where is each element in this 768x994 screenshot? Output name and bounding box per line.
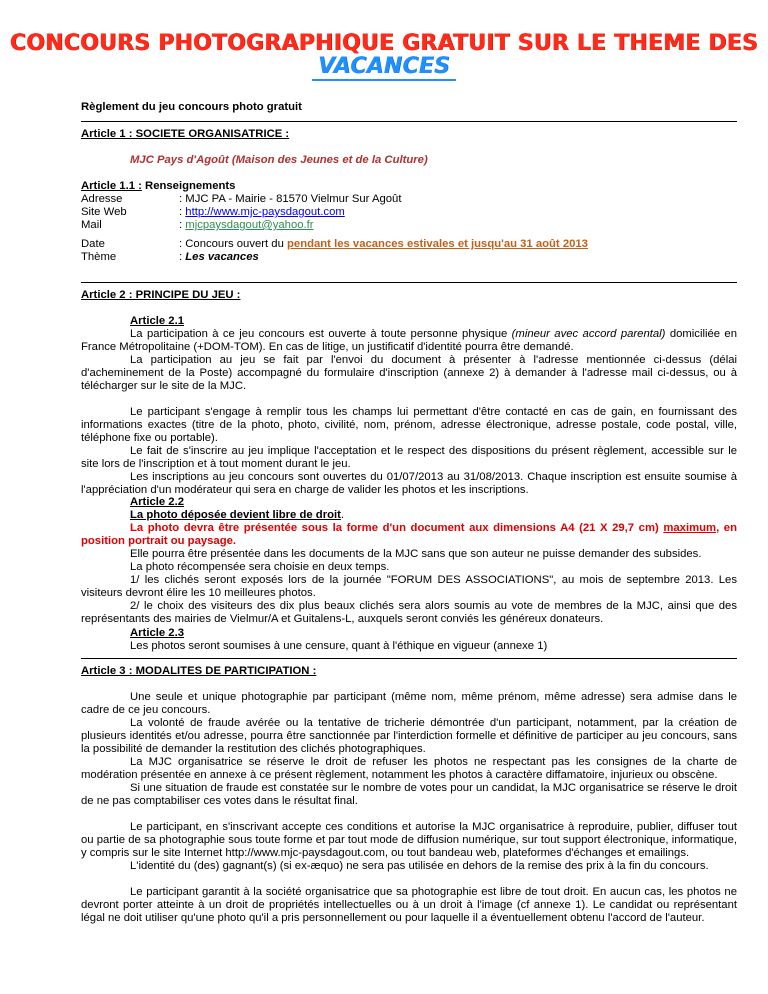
intro-heading: Règlement du jeu concours photo gratuit [81, 101, 302, 113]
divider [81, 121, 737, 122]
article-2-2: Article 2.2 La photo déposée devient libre de droit. La photo devra être présentée sous la forme d'un document aux dimensions A4 (21 X 29,7 cm) maximum, en position portrait ou paysage. Elle pourra être présentée dans les documents de la MJC sans que son auteur ne puisse demander des subsides. La photo récompensée sera choisie en deux temps. 1/ les clichés seront exposés lors de la journée "FORUM DES ASSOCIATIONS", au mois de septembre 2013. Les visiteurs devront élire les 10 meilleures photos. 2/ le choix des visiteurs des dix plus beaux clichés sera alors soumis au vote de membres de la MJC, ainsi que des représentants des mairies de Vielmur/A et Guitalens-L, auxquels seront conviés les généreux donateurs. [81, 496, 737, 625]
article-3-heading: Article 3 : MODALITES DE PARTICIPATION : [81, 665, 317, 677]
article-3-body: Une seule et unique photographie par participant (même nom, même prénom, même adresse) sera admise dans le cadre de ce jeu concours. La volonté de fraude avérée ou la tentative de tricherie démontrée d'un participant, notamment, par la création de plusieurs identités et/ou adresse, pourra être sanctionnée par l'interdiction formelle et définitive de participer au jeu concours, sans la possibilité de demander la restitution des clichés photographiques. La MJC organisatrice se réserve le droit de refuser les photos ne respectant pas les consignes de la charte de modération présentée en annexe à ce présent règlement, notamment les photos à caractère diffamatoire, injurieux ou obscène. Si une situation de fraude est constatée sur le nombre de votes pour un candidat, la MJC organisatrice se réserve le droit de ne pas comptabiliser ces votes dans le résultat final. Le participant, en s'inscrivant accepte ces conditions et autorise la MJC organisatrice à reproduire, publier, diffuser tout ou partie de sa photographie sous toute forme et par tout mode de diffusion numérique, sur tout support électronique, informatique, y compris sur le site Internet http://www.mjc-paysdagout.com, ou tout bandeau web, plateformes d'échanges et emailings. L'identité du (des) gagnant(s) (si ex-æquo) ne sera pas utilisée en dehors de la remise des prix à la fin du concours. Le participant garantit à la société organisatrice que sa photographie est libre de tout droit. En aucun cas, les photos ne devront porter atteinte à un droit de propriétés intellectuelles ou à un droit à l'image (cf annexe 1). Le candidat ou représentant légal ne doit utiliser qu'une photo qu'il a pris personnellement ou pour laquelle il a éventuellement obtenu l'accord de l'auteur. [81, 691, 737, 924]
website-row: Site Web : http://www.mjc-paysdagout.com [81, 206, 345, 218]
organizer-name: MJC Pays d'Agoût (Maison des Jeunes et de la Culture) [130, 154, 428, 166]
page-title: CONCOURS PHOTOGRAPHIQUE GRATUIT SUR LE THEME DES [9, 31, 759, 56]
article-2-heading: Article 2 : PRINCIPE DU JEU : [81, 289, 241, 301]
divider [81, 282, 737, 283]
address-row: Adresse : MJC PA - Mairie - 81570 Vielmur Sur Agoût [81, 193, 402, 205]
divider [81, 658, 737, 659]
email-link[interactable]: mjcpaysdagout@yahoo.fr [185, 219, 314, 231]
mail-row: Mail : mjcpaysdagout@yahoo.fr [81, 219, 314, 231]
page-title-theme: VACANCES [0, 60, 768, 73]
date-theme: Date : Concours ouvert du pendant les vacances estivales et jusqu'au 31 août 2013 Thème : Les vacances [81, 238, 588, 263]
article-2-3: Article 2.3 Les photos seront soumises à une censure, quant à l'éthique en vigueur (annexe 1) [130, 627, 548, 652]
article-2-1: Article 2.1 La participation à ce jeu concours est ouverte à toute personne physique (mineur avec accord parental) domiciliée en France Métropolitaine (+DOM-TOM). En cas de litige, un justificatif d'identité pourra être demandé. La participation au jeu se fait par l'envoi du document à présenter à l'adresse mentionnée ci-dessus (délai d'acheminement de la Poste) accompagné du formulaire d'inscription (annexe 2) à demander à l'adresse mail ci-dessus, ou à télécharger sur le site de la MJC. Le participant s'engage à remplir tous les champs lui permettant d'être contacté en cas de gain, en fournissant des informations exactes (titre de la photo, photo, civilité, nom, prénom, adresse électronique, adresse postale, code postal, ville, téléphone fixe ou portable). Le fait de s'inscrire au jeu implique l'acceptation et le respect des dispositions du présent règlement, accessible sur le site lors de l'inscription et à tout moment durant le jeu. Les inscriptions au jeu concours sont ouvertes du 01/07/2013 au 31/08/2013. Chaque inscription est ensuite soumise à l'appréciation d'un modérateur qui sera en charge de valider les photos et les inscriptions. [81, 315, 737, 496]
article-1-1: Article 1.1 : Renseignements Adresse : MJC PA - Mairie - 81570 Vielmur Sur Agoût Site Web : http://www.mjc-paysdagout.com Mail : mjcpaysdagout@yahoo.fr [81, 180, 737, 232]
article-1-heading: Article 1 : SOCIETE ORGANISATRICE : [81, 128, 290, 140]
website-link[interactable]: http://www.mjc-paysdagout.com [185, 206, 345, 218]
